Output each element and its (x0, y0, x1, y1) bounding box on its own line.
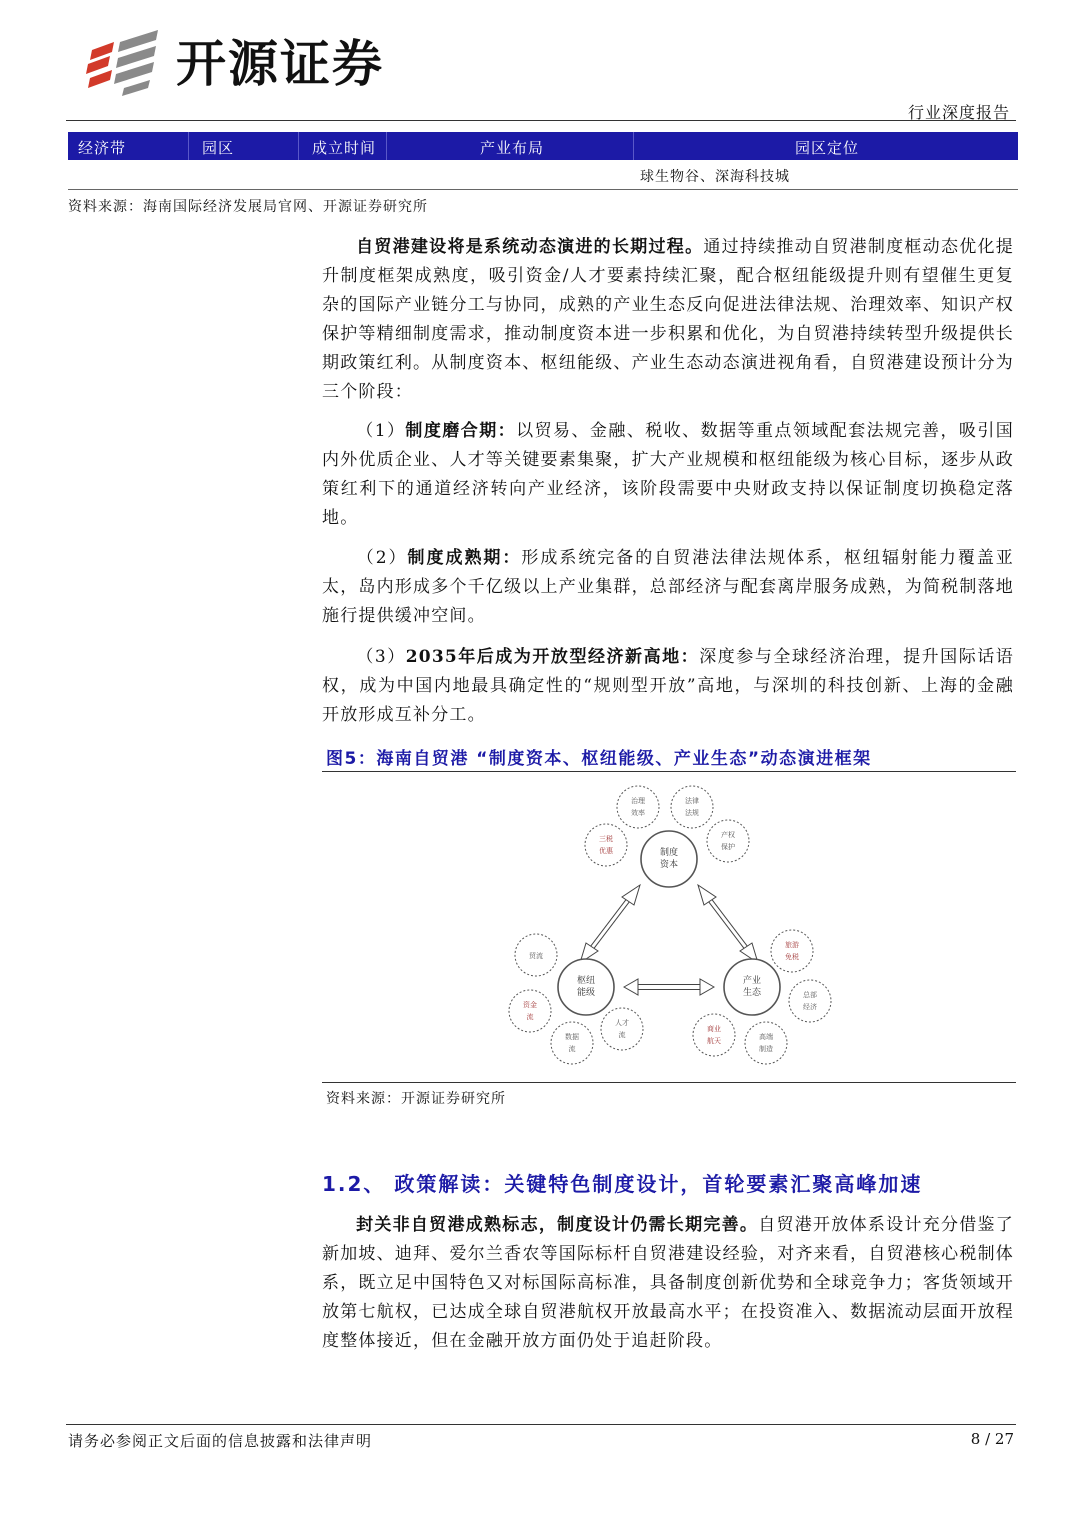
table-col-positioning: 园区定位 (795, 139, 860, 157)
core-node (558, 959, 614, 1015)
node-label: 制造 (759, 1045, 773, 1053)
node-label: 优惠 (599, 847, 613, 855)
node-label: 旅游 (785, 941, 799, 949)
stage-number: （3） (356, 647, 406, 667)
table-col-industry: 产业布局 (480, 139, 545, 157)
node-label: 高端 (759, 1033, 773, 1041)
node-label: 流 (618, 1031, 626, 1039)
paragraph-lead: 自贸港建设将是系统动态演进的长期过程。 (356, 237, 704, 257)
framework-diagram (322, 773, 1016, 1081)
node-label: 生态 (742, 988, 762, 998)
paragraph-text: 自贸港开放体系设计充分借鉴了新加坡、迪拜、爱尔兰香农等国际标杆自贸港建设经验，对齐来看，自贸港核心税制体系，既立足中国特色又对标国际高标准，具备制度创新优势和全球竞争力；客货领域开放第七航权，已达成全球自贸港航权开放最高水平；在投资准入、数据流动层面开放程度整体接近，但在金融开放方面仍处于追赶阶段。 (322, 1215, 1014, 1351)
node-label: 三税 (599, 835, 613, 843)
core-node (641, 831, 697, 887)
node-label: 资金 (523, 1001, 537, 1009)
figure-source: 资料来源：开源证券研究所 (326, 1091, 506, 1107)
figure-title: 图5：海南自贸港 “制度资本、枢纽能级、产业生态”动态演进框架 (326, 749, 872, 769)
table-source: 资料来源：海南国际经济发展局官网、开源证券研究所 (68, 199, 428, 215)
node-label: 效率 (631, 809, 645, 817)
arrow-capital-ecosystem (698, 885, 758, 963)
paragraph-stage-1 (322, 417, 1014, 533)
satellite-node (671, 786, 713, 828)
table-col-park: 园区 (202, 139, 235, 157)
node-label: 航天 (707, 1037, 721, 1045)
satellite-node (617, 786, 659, 828)
header-divider (66, 120, 1016, 121)
satellite-node (771, 930, 813, 972)
node-label: 免税 (785, 953, 799, 961)
paragraph-stage-3 (322, 643, 1014, 730)
node-label: 商业 (707, 1025, 721, 1033)
node-label: 总部 (803, 991, 817, 999)
node-label: 法律 (685, 797, 699, 805)
stage-title: 2035年后成为开放型经济新高地： (405, 647, 700, 667)
table-cell: 球生物谷、深海科技城 (640, 169, 790, 185)
satellite-node (509, 990, 551, 1032)
footer-divider (66, 1424, 1016, 1425)
node-label: 保护 (721, 843, 735, 851)
node-label: 数据 (565, 1033, 579, 1041)
table-col-founded: 成立时间 (312, 139, 377, 157)
stage-number: （2） (356, 548, 408, 568)
stage-title: 制度磨合期： (405, 421, 517, 441)
node-label: 经济 (803, 1003, 817, 1011)
satellite-node (745, 1022, 787, 1064)
page-number: 8 / 27 (970, 1430, 1014, 1448)
report-type: 行业深度报告 (907, 103, 1010, 122)
figure-bottom-divider (322, 1082, 1016, 1083)
stage-title: 制度成熟期： (407, 548, 522, 568)
node-label: 能级 (576, 988, 596, 998)
brand-logo-icon (84, 30, 164, 96)
satellite-node (515, 934, 557, 976)
stage-number: （1） (356, 421, 406, 441)
node-label: 制度 (659, 848, 679, 858)
satellite-node (693, 1014, 735, 1056)
paragraph-stage-2 (322, 544, 1014, 631)
node-label: 资本 (659, 860, 679, 870)
stage-text: 以贸易、金融、税收、数据等重点领域配套法规完善，吸引国内外优质企业、人才等关键要素集聚，扩大产业规模和枢纽能级为核心目标，逐步从政策红利下的通道经济转向产业经济，该阶段需要中央财政支持以保证制度切换稳定落地。 (322, 421, 1015, 528)
node-label: 流 (568, 1045, 576, 1053)
paragraph-lead: 封关非自贸港成熟标志，制度设计仍需长期完善。 (356, 1215, 759, 1235)
node-label: 贸流 (529, 952, 543, 960)
node-label: 人才 (615, 1019, 629, 1027)
satellite-node (601, 1008, 643, 1050)
satellite-node (789, 980, 831, 1022)
node-label: 法规 (685, 809, 699, 817)
table-header (68, 132, 1018, 160)
satellite-node (551, 1022, 593, 1064)
node-label: 治理 (631, 797, 645, 805)
satellite-node (707, 820, 749, 862)
satellite-node (585, 824, 627, 866)
table-row (68, 162, 1018, 190)
arrow-capital-hub (580, 885, 640, 963)
stage-text: 深度参与全球经济治理，提升国际话语权，成为中国内地最具确定性的“规则型开放”高地，与深圳的科技创新、上海的金融开放形成互补分工。 (322, 647, 1014, 725)
core-node (724, 959, 780, 1015)
brand-name: 开源证券 (176, 35, 384, 93)
node-label: 流 (526, 1013, 534, 1021)
arrow-hub-ecosystem (624, 979, 714, 995)
paragraph-text: 通过持续推动自贸港制度框动态优化提升制度框架成熟度，吸引资金/人才要素持续汇聚，配合枢纽能级提升则有望催生更复杂的国际产业链分工与协同，成熟的产业生态反向促进法律法规、治理效率、知识产权保护等精细制度需求，推动制度资本进一步积累和优化，为自贸港持续转型升级提供长期政策红利。从制度资本、枢纽能级、产业生态动态演进视角看，自贸港建设预计分为三个阶段： (322, 237, 1014, 402)
table-col-economic-belt: 经济带 (78, 139, 127, 157)
paragraph-intro (322, 233, 1014, 407)
section-heading: 1.2、 政策解读：关键特色制度设计，首轮要素汇聚高峰加速 (322, 1172, 923, 1196)
node-label: 产业 (742, 976, 762, 986)
node-label: 枢纽 (576, 976, 596, 986)
stage-text: 形成系统完备的自贸港法律法规体系，枢纽辐射能力覆盖亚太，岛内形成多个千亿级以上产业集群，总部经济与配套离岸服务成熟，为简税制落地施行提供缓冲空间。 (322, 548, 1014, 626)
legal-disclaimer: 请务必参阅正文后面的信息披露和法律声明 (68, 1432, 373, 1450)
paragraph-policy (322, 1211, 1014, 1356)
node-label: 产权 (721, 831, 735, 839)
figure-top-divider (322, 771, 1016, 772)
